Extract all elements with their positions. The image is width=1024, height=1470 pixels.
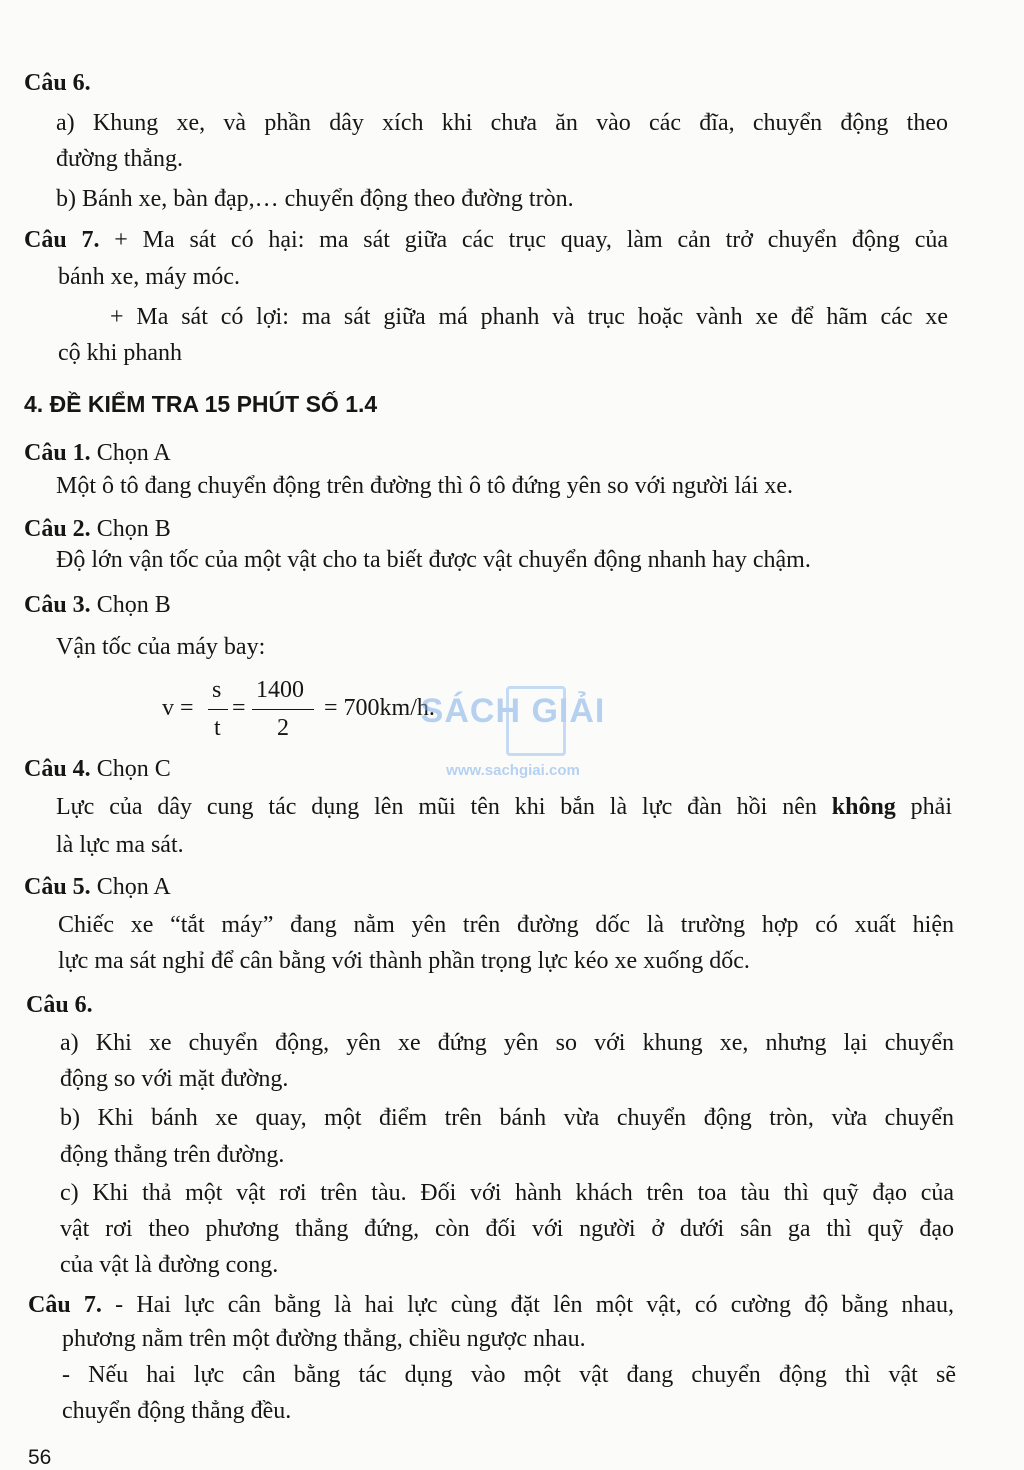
q6-a-line2: động so với mặt đường. xyxy=(60,1066,289,1092)
q5-heading: Câu 5. Chọn A xyxy=(24,874,171,900)
cau7-label: Câu 7. xyxy=(24,227,100,253)
cau7-line4: cộ khi phanh xyxy=(58,340,182,366)
q6-b-line2: động thẳng trên đường. xyxy=(60,1142,285,1168)
cau7-line3: + Ma sát có lợi: ma sát giữa má phanh và trục hoặc vành xe để hãm các xe xyxy=(110,304,948,330)
watermark-url: www.sachgiai.com xyxy=(446,762,580,779)
fraction-bar-1 xyxy=(208,709,228,710)
q3-heading: Câu 3. Chọn B xyxy=(24,592,171,618)
q6-c-line1: c) Khi thả một vật rơi trên tàu. Đối với hành khách trên toa tàu thì quỹ đạo của xyxy=(60,1180,954,1206)
q6-a-line1: a) Khi xe chuyển động, yên xe đứng yên so với khung xe, nhưng lại chuyển xyxy=(60,1030,954,1056)
q7-line3: - Nếu hai lực cân bằng tác dụng vào một vật đang chuyển động thì vật sẽ xyxy=(62,1362,956,1388)
watermark-text: SÁCH GIẢI xyxy=(420,692,606,730)
formula-rhs: = 700km/h. xyxy=(324,695,435,721)
formula-den2: 2 xyxy=(277,715,289,741)
q1-heading: Câu 1. Chọn A xyxy=(24,440,171,466)
cau7-line2: bánh xe, máy móc. xyxy=(58,264,240,290)
q4-text-line2: là lực ma sát. xyxy=(56,832,184,858)
cau6-a-line2: đường thẳng. xyxy=(56,146,184,172)
page-number: 56 xyxy=(28,1446,52,1469)
q5-line1: Chiếc xe “tắt máy” đang nằm yên trên đường dốc là trường hợp có xuất hiện xyxy=(58,912,954,938)
q2-heading: Câu 2. Chọn B xyxy=(24,516,171,542)
formula-eq: = xyxy=(232,695,246,721)
q6-heading: Câu 6. xyxy=(26,992,93,1018)
formula-num1: s xyxy=(212,677,222,703)
q3-text: Vận tốc của máy bay: xyxy=(56,634,266,660)
q4-heading: Câu 4. Chọn C xyxy=(24,756,171,782)
cau6-heading: Câu 6. xyxy=(24,70,91,96)
fraction-bar-2 xyxy=(252,709,314,710)
q4-text-line1: Lực của dây cung tác dụng lên mũi tên khi bắn là lực đàn hồi nên không phải xyxy=(56,794,952,820)
q6-c-line2: vật rơi theo phương thẳng đứng, còn đối với người ở dưới sân ga thì quỹ đạo xyxy=(60,1216,954,1242)
cau6-a-line1: a) Khung xe, và phần dây xích khi chưa ăn vào các đĩa, chuyển động theo xyxy=(56,110,948,136)
q6-c-line3: của vật là đường cong. xyxy=(60,1252,279,1278)
cau6-b: b) Bánh xe, bàn đạp,… chuyển động theo đường tròn. xyxy=(56,186,574,212)
watermark-logo xyxy=(408,686,618,779)
q5-line2: lực ma sát nghỉ để cân bằng với thành phần trọng lực kéo xe xuống dốc. xyxy=(58,948,750,974)
q6-b-line1: b) Khi bánh xe quay, một điểm trên bánh vừa chuyển động tròn, vừa chuyển xyxy=(60,1105,954,1131)
section-heading: 4. ĐỀ KIỂM TRA 15 PHÚT SỐ 1.4 xyxy=(24,391,378,417)
formula-den1: t xyxy=(214,715,221,741)
cau7-line1: Câu 7. + Ma sát có hại: ma sát giữa các trục quay, làm cản trở chuyển động của xyxy=(24,227,948,253)
q1-text: Một ô tô đang chuyển động trên đường thì ô tô đứng yên so với người lái xe. xyxy=(56,473,794,499)
formula-num2: 1400 xyxy=(256,677,304,703)
q7-line2: phương nằm trên một đường thẳng, chiều ngược nhau. xyxy=(62,1326,586,1352)
q7-line1: Câu 7. - Hai lực cân bằng là hai lực cùng đặt lên một vật, có cường độ bằng nhau, xyxy=(28,1292,954,1318)
formula-lhs: v = xyxy=(162,695,194,721)
q2-text: Độ lớn vận tốc của một vật cho ta biết được vật chuyển động nhanh hay chậm. xyxy=(56,547,811,573)
q7-line4: chuyển động thẳng đều. xyxy=(62,1398,292,1424)
q7-label: Câu 7. xyxy=(28,1292,102,1318)
